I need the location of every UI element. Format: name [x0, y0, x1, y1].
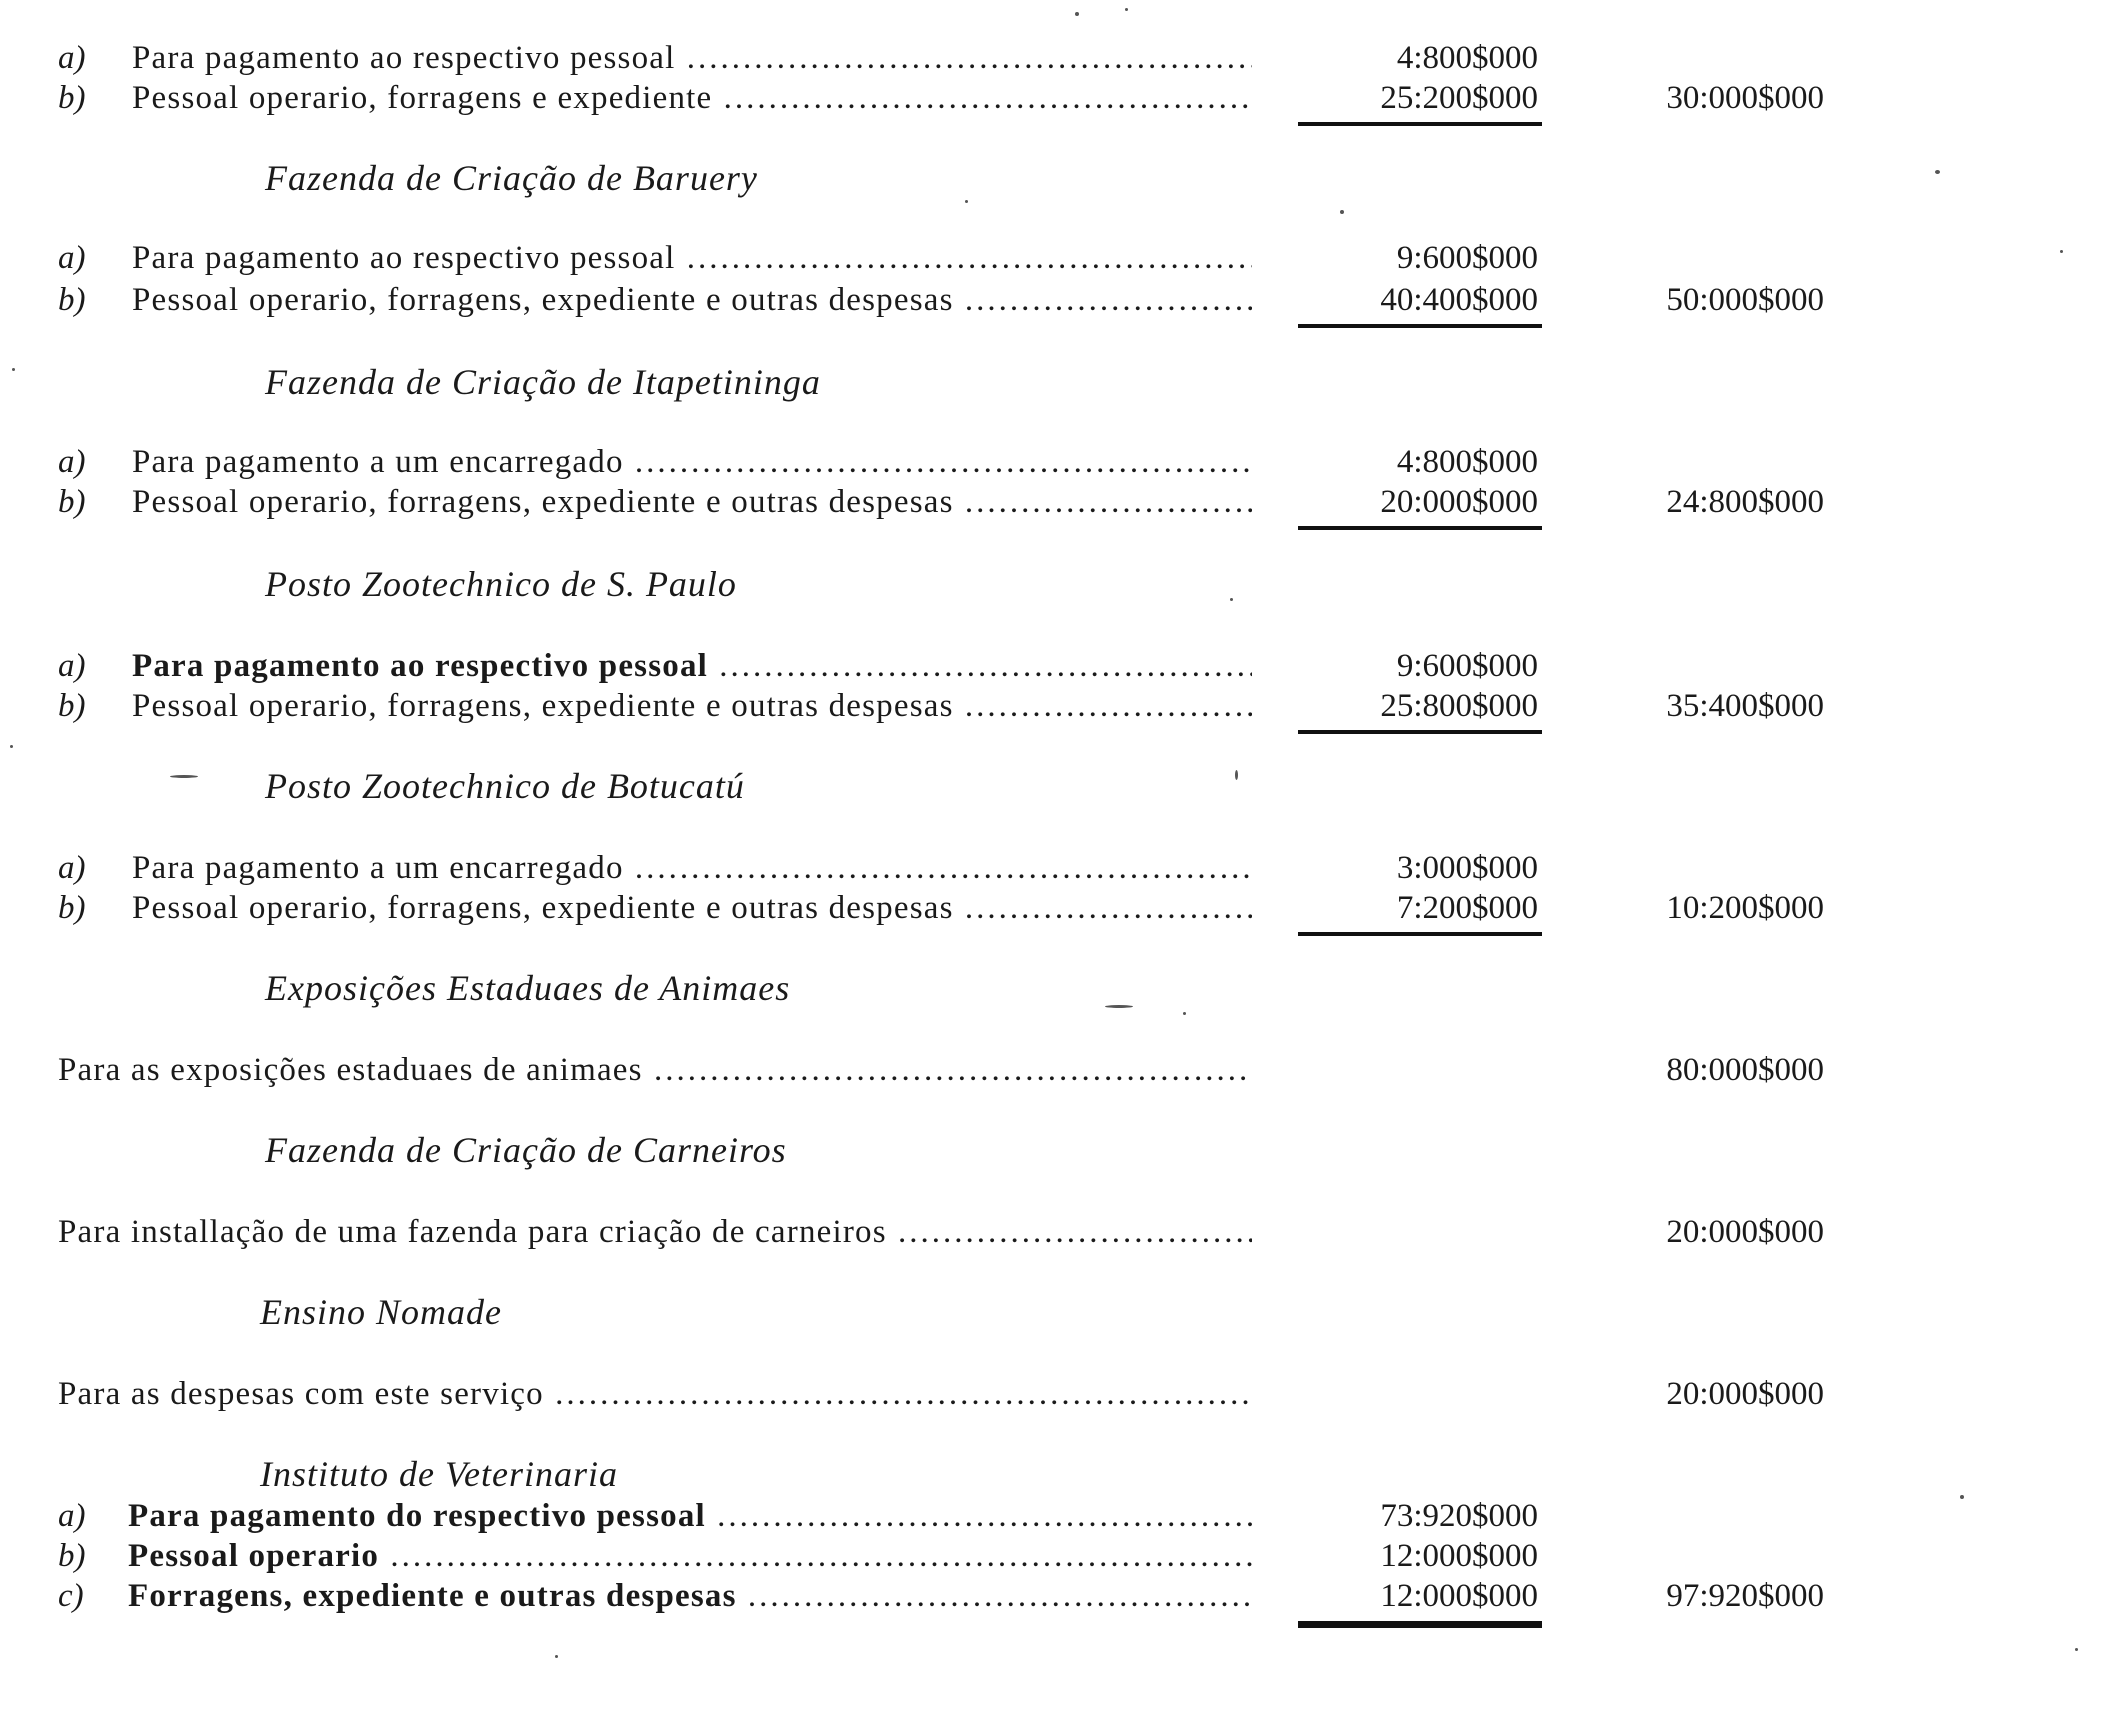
subtotal-rule	[1298, 324, 1542, 328]
line-item	[0, 280, 2124, 320]
scan-speck	[1183, 1012, 1186, 1015]
section-total: 30:000$000	[1666, 80, 1824, 116]
section-heading: Posto Zootechnico de Botucatú	[265, 766, 745, 806]
scan-speck	[10, 745, 13, 748]
line-item	[0, 1576, 2124, 1616]
item-amount: 73:920$000	[1380, 1498, 1538, 1534]
item-amount: 3:000$000	[1396, 850, 1538, 886]
item-description: Para pagamento a um encarregado .....	[132, 848, 1252, 888]
item-description: Pessoal operario, forragens, expediente e outras despesas .....	[132, 686, 1252, 726]
section-total: 24:800$000	[1666, 484, 1824, 520]
scan-speck	[2075, 1648, 2078, 1651]
section-heading: Fazenda de Criação de Carneiros	[265, 1130, 787, 1170]
item-marker: c)	[58, 1578, 84, 1614]
scan-speck	[1230, 598, 1233, 601]
line-item	[0, 888, 2124, 928]
line-item	[0, 1212, 2124, 1252]
section-heading: Ensino Nomade	[260, 1292, 502, 1332]
item-amount: 20:000$000	[1380, 484, 1538, 520]
line-item	[0, 1374, 2124, 1414]
line-item	[0, 1496, 2124, 1536]
item-marker: b)	[58, 80, 86, 116]
line-item	[0, 38, 2124, 78]
item-description: Para as exposições estaduaes de animaes .....	[58, 1050, 1252, 1090]
item-amount: 40:400$000	[1380, 282, 1538, 318]
item-marker: a)	[58, 240, 86, 276]
subtotal-rule	[1298, 730, 1542, 734]
final-rule	[1298, 1624, 1542, 1628]
subtotal-rule	[1298, 932, 1542, 936]
item-amount: 9:600$000	[1396, 240, 1538, 276]
subtotal-rule	[1298, 526, 1542, 530]
scan-speck	[170, 775, 198, 778]
item-description: Pessoal operario, forragens, expediente e outras despesas .....	[132, 888, 1252, 928]
item-description: Para pagamento do respectivo pessoal .....	[128, 1496, 1252, 1536]
subtotal-rule	[1298, 122, 1542, 126]
scan-speck	[1075, 12, 1079, 16]
section-heading: Fazenda de Criação de Itapetininga	[265, 362, 821, 402]
item-amount: 4:800$000	[1396, 40, 1538, 76]
item-description: Para pagamento ao respectivo pessoal .....	[132, 646, 1252, 686]
scan-speck	[1235, 770, 1238, 780]
item-amount: 9:600$000	[1396, 648, 1538, 684]
section-heading: Exposições Estaduaes de Animaes	[265, 968, 791, 1008]
item-marker: a)	[58, 40, 86, 76]
scan-speck	[12, 368, 15, 371]
line-item	[0, 442, 2124, 482]
item-description: Para installação de uma fazenda para criação de carneiros .....	[58, 1212, 1252, 1252]
scan-speck	[555, 1655, 558, 1658]
section-heading: Posto Zootechnico de S. Paulo	[265, 564, 737, 604]
line-item	[0, 848, 2124, 888]
item-description: Para pagamento ao respectivo pessoal .....	[132, 38, 1252, 78]
item-marker: a)	[58, 648, 86, 684]
item-marker: a)	[58, 1498, 86, 1534]
item-amount: 12:000$000	[1380, 1538, 1538, 1574]
section-heading: Fazenda de Criação de Baruery	[265, 158, 758, 198]
item-amount: 12:000$000	[1380, 1578, 1538, 1614]
line-item	[0, 1050, 2124, 1090]
section-total: 80:000$000	[1666, 1052, 1824, 1088]
item-marker: b)	[58, 484, 86, 520]
section-total: 50:000$000	[1666, 282, 1824, 318]
item-amount: 25:800$000	[1380, 688, 1538, 724]
section-total: 35:400$000	[1666, 688, 1824, 724]
scan-speck	[1125, 8, 1128, 11]
item-marker: b)	[58, 282, 86, 318]
section-heading: Instituto de Veterinaria	[260, 1454, 618, 1494]
item-description: Para as despesas com este serviço .....	[58, 1374, 1252, 1414]
scan-speck	[1340, 210, 1344, 214]
section-total: 10:200$000	[1666, 890, 1824, 926]
line-item	[0, 482, 2124, 522]
item-marker: b)	[58, 1538, 86, 1574]
scan-speck	[1935, 170, 1940, 174]
item-description: Pessoal operario .....	[128, 1536, 1252, 1576]
line-item	[0, 238, 2124, 278]
item-description: Pessoal operario, forragens, expediente e outras despesas .....	[132, 280, 1252, 320]
item-description: Pessoal operario, forragens e expediente .....	[132, 78, 1252, 118]
scan-speck	[2060, 250, 2063, 253]
line-item	[0, 1536, 2124, 1576]
scan-speck	[1105, 1005, 1133, 1008]
item-description: Pessoal operario, forragens, expediente e outras despesas .....	[132, 482, 1252, 522]
section-total: 97:920$000	[1666, 1578, 1824, 1614]
item-marker: b)	[58, 890, 86, 926]
item-marker: a)	[58, 850, 86, 886]
scan-speck	[1960, 1495, 1964, 1499]
line-item	[0, 78, 2124, 118]
item-amount: 4:800$000	[1396, 444, 1538, 480]
item-description: Para pagamento a um encarregado .....	[132, 442, 1252, 482]
section-total: 20:000$000	[1666, 1214, 1824, 1250]
item-amount: 25:200$000	[1380, 80, 1538, 116]
item-description: Para pagamento ao respectivo pessoal .....	[132, 238, 1252, 278]
line-item	[0, 686, 2124, 726]
section-total: 20:000$000	[1666, 1376, 1824, 1412]
item-marker: b)	[58, 688, 86, 724]
item-description: Forragens, expediente e outras despesas .....	[128, 1576, 1252, 1616]
scan-speck	[965, 200, 968, 203]
item-marker: a)	[58, 444, 86, 480]
line-item	[0, 646, 2124, 686]
item-amount: 7:200$000	[1396, 890, 1538, 926]
